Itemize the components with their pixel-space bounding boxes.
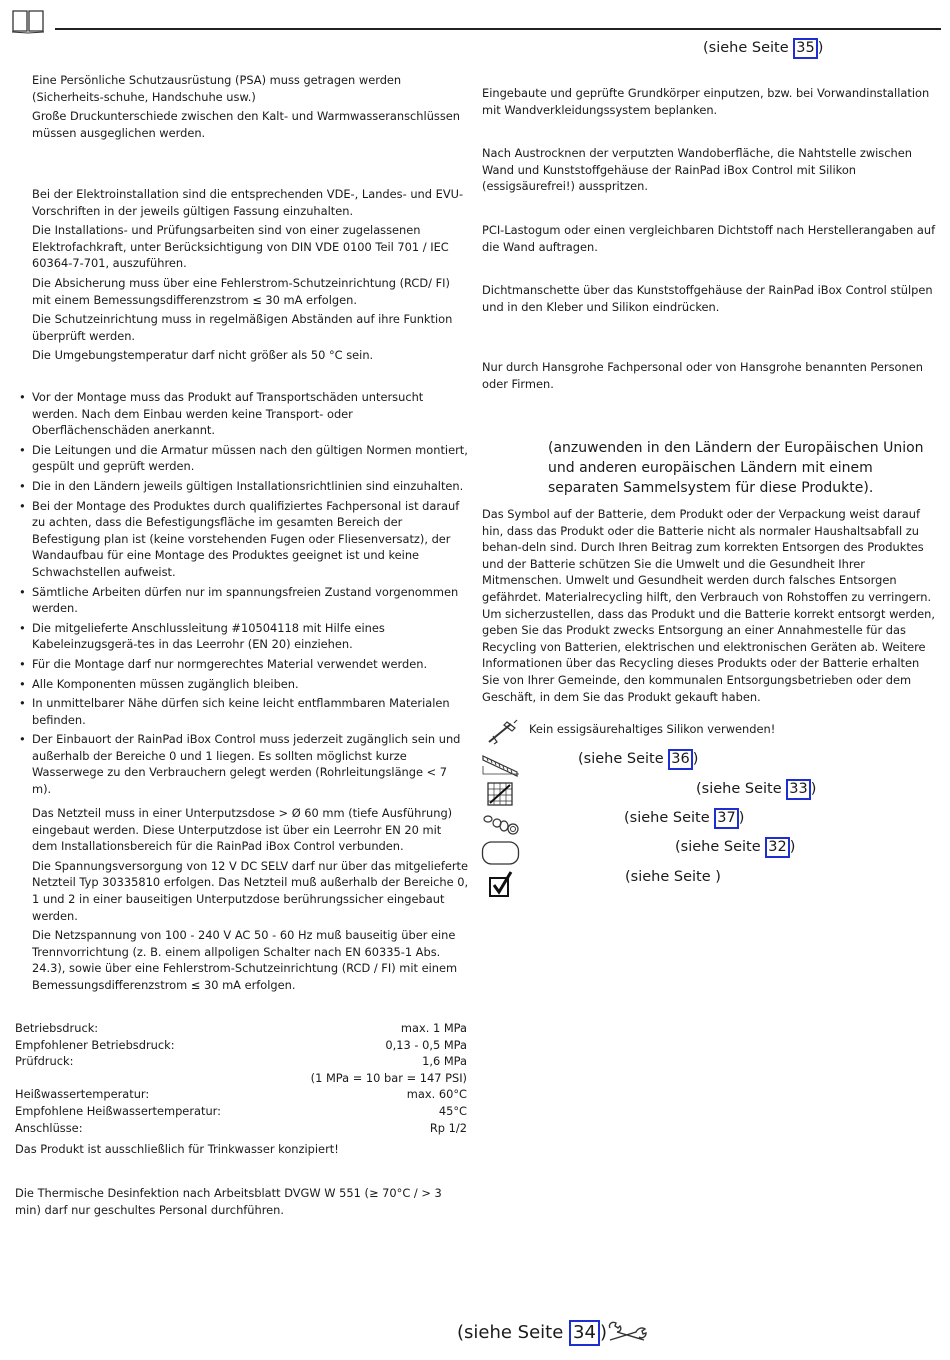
electrical-text-1: Bei der Elektroinstallation sind die entsprechenden VDE-, Landes- und EVU-Vorschriften in der jeweils gültigen Fassung einzuhalten.	[32, 187, 464, 218]
page-ref-bottom[interactable]: (siehe Seite 34 )	[457, 1320, 607, 1346]
spec-row	[15, 1086, 467, 1103]
list-item: • Sämtliche Arbeiten dürfen nur im spannungsfreien Zustand vorgenommen werden.	[32, 584, 468, 617]
spec-label: Betriebsdruck:	[15, 1021, 99, 1035]
list-item: • Für die Montage darf nur normgerechtes Material verwendet werden.	[32, 656, 468, 673]
page-ref-number: 36	[668, 749, 692, 770]
rounded-box-icon	[481, 840, 521, 866]
spec-row	[15, 1020, 467, 1037]
parts-icon	[481, 811, 521, 837]
spec-value: 45°C	[438, 1103, 467, 1118]
list-item: • Die mitgelieferte Anschlussleitung #10504118 mit Hilfe eines Kabeleinzugsgerä-tes in das Leerrohr (EN 20) einziehen.	[32, 620, 468, 653]
list-item: • In unmittelbarer Nähe dürfen sich keine leicht entflammbaren Materialen befinden.	[32, 695, 468, 728]
power-text-1: Das Netzteil muss in einer Unterputzsdose > Ø 60 mm (tiefe Ausführung) eingebaut werden. Diese Unterputzdose ist über ein Leerrohr EN 20 mit dem Installationsbereich für die RainPad iBox Control verbunden.	[32, 806, 453, 854]
drinking-water-note: Das Produkt ist ausschließlich für Trinkwasser konzipiert!	[15, 1142, 339, 1156]
page-ref-number: 35	[793, 38, 817, 59]
page-ref-parts[interactable]: (siehe Seite 37 )	[624, 808, 744, 829]
electrical-text-4: Die Schutzeinrichtung muss in regelmäßigen Abständen auf ihre Funktion überprüft werden.	[32, 312, 453, 343]
tape-icon	[481, 752, 521, 778]
spec-table	[15, 1020, 467, 1136]
list-item: • Alle Komponenten müssen zugänglich bleiben.	[32, 676, 468, 693]
page-ref-tape[interactable]: (siehe Seite 36 )	[578, 749, 698, 770]
service-text: Nur durch Hansgrohe Fachpersonal oder von Hansgrohe benannten Personen oder Firmen.	[482, 360, 923, 391]
power-section	[32, 805, 470, 997]
header-rule	[55, 28, 941, 30]
disposal-text: Das Symbol auf der Batterie, dem Produkt oder der Verpackung weist darauf hin, dass das Produkt oder die Batterie nicht als normaler Haushaltsabfall zu behan-deln sind. Durch Ihren Beitrag zum korrekten Entsorgen des Produktes und der Batterie schützen Sie die Umwelt und die Gesundheit Ihrer Mitmenschen. Umwelt und Gesundheit werden durch falsches Entsorgen gefährdet. Materialrecycling hilft, den Verbrauch von Rohstoffen zu verringern. Um sicherzustellen, dass das Produkt und die Batterie korrekt entsorgt werden, geben Sie das Produkt zwecks Entsorgung an einer Annahmestelle für das Recycling von Batterien, elektrischen und elektronischen Geräten ab. Weitere Informationen über das Recycling dieses Produkts oder der Batterie erhalten Sie von Ihrer Gemeinde, den kommunalen Entsorgungsbetrieben oder dem Geschäft, in dem Sie das Produkt gekauft haben.	[482, 507, 935, 704]
spec-value: 0,13 - 0,5 MPa	[385, 1037, 467, 1052]
spec-row	[15, 1120, 467, 1137]
gasket-text: Dichtmanschette über das Kunststoffgehäuse der RainPad iBox Control stülpen und in den Kleber und Silikon eindrücken.	[482, 283, 933, 314]
sealant-text: PCI-Lastogum oder einen vergleichbaren Dichtstoff nach Herstellerangaben auf die Wand auftragen.	[482, 223, 936, 254]
electrical-section	[32, 186, 464, 367]
checkbox-icon	[487, 870, 515, 898]
book-icon	[11, 8, 45, 34]
spec-value: max. 1 MPa	[400, 1021, 467, 1035]
spec-value: max. 60°C	[406, 1087, 467, 1102]
spec-label: Empfohlene Heißwassertemperatur:	[15, 1103, 221, 1118]
spec-value: Rp 1/2	[429, 1120, 467, 1135]
grid-icon	[486, 781, 514, 807]
electrical-text-3: Die Absicherung muss über eine Fehlerstrom-Schutzeinrichtung (RCD/ FI) mit einem Bemessungsdifferenzstrom ≤ 30 mA erfolgen.	[32, 275, 450, 307]
list-item: • Vor der Montage muss das Produkt auf Transportschäden untersucht werden. Nach dem Einbau werden keine Transport- oder Oberflächenschäden anerkannt.	[32, 389, 468, 439]
spec-label: Empfohlener Betriebsdruck:	[15, 1037, 175, 1052]
disinfection-note: Die Thermische Desinfektion nach Arbeitsblatt DVGW W 551 (≥ 70°C / > 3 min) darf nur geschultes Personal durchführen.	[15, 1186, 442, 1217]
silicone-text: Nach Austrocknen der verputzten Wandoberfläche, die Nahtstelle zwischen Wand und Kunststoffgehäuse der RainPad iBox Control mit Silikon (essigsäurefrei!) ausspritzen.	[482, 146, 912, 194]
spec-row	[15, 1070, 467, 1087]
spec-label	[15, 1070, 272, 1087]
page-ref-top[interactable]: (siehe Seite 35 )	[703, 38, 823, 59]
spec-value: (1 MPa = 10 bar = 147 PSI)	[310, 1070, 467, 1085]
page-ref-number: 32	[765, 837, 789, 858]
electrical-text-5: Die Umgebungstemperatur darf nicht größer als 50 °C sein.	[32, 348, 374, 363]
mounting-list	[32, 389, 468, 801]
power-text-2: Die Spannungsversorgung von 12 V DC SELV darf nur über das mitgelieferte Netzteil Typ 30335810 erfolgen. Das Netzteil muß außerhalb der Bereiche 0, 1 und 2 in einer bauseitigen Unterputzdose berührungssicher eingebaut werden.	[32, 858, 469, 923]
spec-value: 1,6 MPa	[422, 1054, 467, 1069]
spec-label: Heißwassertemperatur:	[15, 1087, 150, 1102]
safety-text-2: Große Druckunterschiede zwischen den Kalt- und Warmwasseranschlüssen müssen ausgeglichen werden.	[32, 109, 461, 140]
page-ref-box[interactable]: (siehe Seite 32 )	[675, 837, 795, 858]
silicone-note: Kein essigsäurehaltiges Silikon verwenden!	[529, 722, 776, 736]
power-text-3: Die Netzspannung von 100 - 240 V AC 50 - 60 Hz muß bauseitig über eine Trennvorrichtung (z. B. einem allpoligen Schalter nach EN 60335-1 Abs. 24.3), sowie über eine Fehlerstrom-Schutzeinrichtung (RCD / FI) mit einem Bemessungsdifferenzstrom ≤ 30 mA erfolgen.	[32, 928, 458, 992]
list-item: • Die in den Ländern jeweils gültigen Installationsrichtlinien sind einzuhalten.	[32, 478, 468, 495]
wrench-icon	[606, 1320, 648, 1346]
spec-row	[15, 1103, 467, 1120]
page-ref-number: 33	[786, 779, 810, 800]
list-item: • Die Leitungen und die Armatur müssen nach den gültigen Normen montiert, gespült und geprüft werden.	[32, 442, 468, 475]
list-item: • Der Einbauort der RainPad iBox Control muss jederzeit zugänglich sein und außerhalb der Bereiche 0 und 1 liegen. Es sollten möglichst kurze Wasserwege zu den Verbrauchern gelegt werden (Rohrleitungslänge < 7 m).	[32, 731, 468, 797]
page-ref-check: (siehe Seite )	[625, 869, 721, 885]
page-ref-number: 37	[714, 808, 738, 829]
spec-label: Anschlüsse:	[15, 1120, 83, 1135]
spec-row	[15, 1053, 467, 1070]
safety-section	[32, 72, 462, 144]
plastering-text: Eingebaute und geprüfte Grundkörper einputzen, bzw. bei Vorwandinstallation mit Wandverkleidungssystem beplanken.	[482, 86, 930, 117]
spec-row	[15, 1037, 467, 1054]
silicone-gun-icon	[485, 718, 519, 746]
spec-label: Prüfdruck:	[15, 1054, 74, 1069]
safety-text-1: Eine Persönliche Schutzausrüstung (PSA) muss getragen werden (Sicherheits-schuhe, Handschuhe usw.)	[32, 73, 402, 104]
disposal-heading: (anzuwenden in den Ländern der Europäischen Union und anderen europäischen Ländern mit einem separaten Sammelsystem für diese Produkte).	[548, 440, 924, 496]
page-ref-grid[interactable]: (siehe Seite 33 )	[696, 779, 816, 800]
electrical-text-2: Die Installations- und Prüfungsarbeiten sind von einer zugelassenen Elektrofachkraft, unter Berücksichtigung von DIN VDE 0100 Teil 701 / IEC 60364-7-701, auszuführen.	[32, 223, 449, 271]
list-item: • Bei der Montage des Produktes durch qualifiziertes Fachpersonal ist darauf zu achten, dass die Befestigungsfläche im gesamten Bereich der Befestigung plan ist (keine vorstehenden Fugen oder Fliesenversatz), der Wandaufbau für eine Montage des Produktes geeignet ist und keine Schwachstellen aufweist.	[32, 498, 468, 581]
page-ref-number: 34	[569, 1320, 600, 1346]
